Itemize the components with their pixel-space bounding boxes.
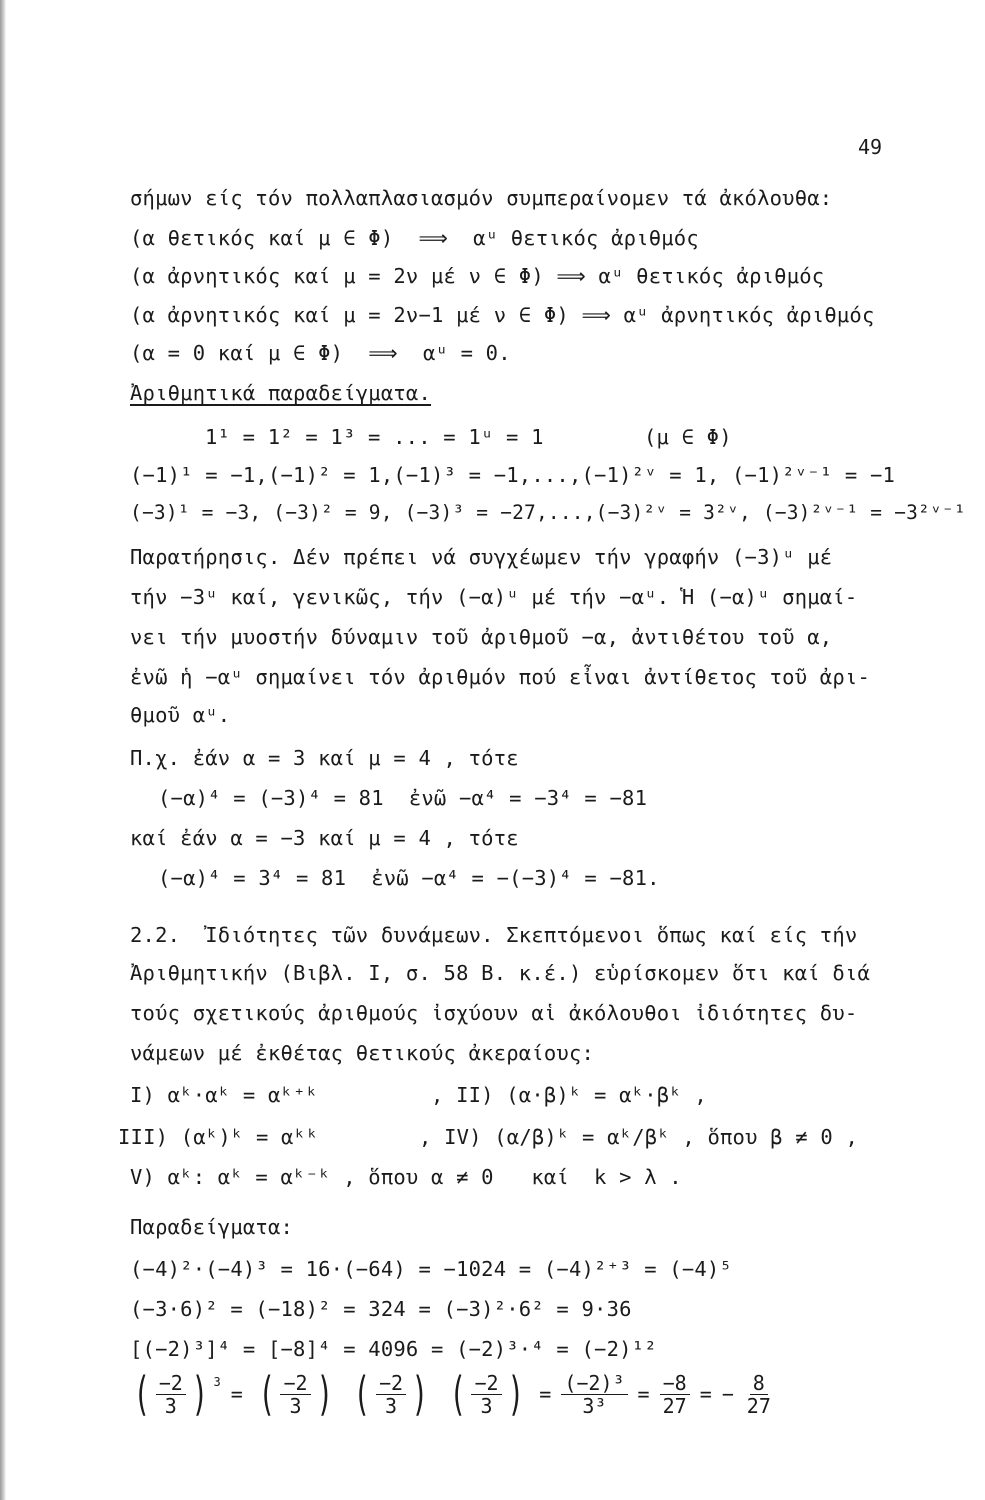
remark-line: Παρατήρησις. Δέν πρέπει νά συγχέωμεν τήν γραφήν (−3)ᵘ μέ [130, 545, 833, 569]
factor-numerator: −2 [471, 1372, 501, 1395]
fraction-example [128, 1364, 774, 1424]
equals-sign: = [637, 1382, 650, 1406]
result-numerator: 8 [750, 1372, 768, 1395]
property-line: III) (αᵏ)ᵏ = αᵏᵏ , IV) (α/β)ᵏ = αᵏ/βᵏ , ὅπου β ≠ 0 , [118, 1125, 858, 1149]
example-line: [(−2)³]⁴ = [−8]⁴ = 4096 = (−2)³·⁴ = (−2)¹² [130, 1337, 657, 1361]
factor-denominator: 3 [385, 1393, 398, 1418]
equals-sign: = [230, 1382, 243, 1406]
example-line: (−α)⁴ = 3⁴ = 81 ἐνῶ −α⁴ = −(−3)⁴ = −81. [158, 866, 660, 890]
result-fraction [744, 1372, 774, 1417]
example-line: (−1)¹ = −1,(−1)² = 1,(−1)³ = −1,...,(−1)²ᵛ = 1, (−1)²ᵛ⁻¹ = −1 [130, 463, 896, 487]
rule-line: (α θετικός καί μ ∈ Φ) ⟹ αᵘ θετικός ἀριθμός [130, 226, 699, 250]
result-numerator: (−2)³ [561, 1372, 627, 1395]
equals-sign: = [539, 1382, 552, 1406]
property-line: I) αᵏ·αᵏ = αᵏ⁺ᵏ , II) (α·β)ᵏ = αᵏ·βᵏ , [130, 1083, 707, 1107]
text-line: σήμων είς τόν πολλαπλασιασμόν συμπεραίνομεν τά ἀκόλουθα: [130, 186, 833, 210]
factor: ( $\frac{-2}{3}$ ) [449, 1367, 524, 1421]
result-numerator: −8 [660, 1372, 690, 1395]
result-fraction [561, 1372, 627, 1417]
rule-line: (α ἀρνητικός καί μ = 2ν−1 μέ ν ∈ Φ) ⟹ αᵘ ἀρνητικός ἀριθμός [130, 303, 875, 327]
text-line: Ἀριθμητικήν (Βιβλ. Ι, σ. 58 Β. κ.έ.) εὑρίσκομεν ὅτι καί διά [130, 961, 870, 985]
lhs-denominator: 3 [164, 1393, 177, 1418]
result-fraction [660, 1372, 690, 1417]
text-line: νάμεων μέ ἐκθέτας θετικούς ἀκεραίους: [130, 1041, 595, 1065]
factor: ( $\frac{-2}{3}$ ) [353, 1367, 429, 1421]
factor: ( $\frac{-2}{3}$ ) [258, 1367, 333, 1421]
text-line: θμοῦ αᵘ. [130, 703, 231, 727]
result-denominator: 3³ [582, 1393, 607, 1418]
example-line: (−α)⁴ = (−3)⁴ = 81 ἐνῶ −α⁴ = −3⁴ = −81 [158, 786, 648, 810]
example-line: 1¹ = 1² = 1³ = ... = 1ᵘ = 1 (μ ∈ Φ) [205, 425, 732, 449]
rule-line: (α = 0 καί μ ∈ Φ) ⟹ αᵘ = 0. [130, 341, 511, 365]
factor-numerator: −2 [376, 1372, 406, 1395]
result-denominator: 27 [746, 1393, 771, 1418]
text-line: νει τήν μυοστήν δύναμιν τοῦ ἀριθμοῦ −α, ἀντιθέτου τοῦ α, [130, 625, 833, 649]
scan-edge [0, 0, 6, 1500]
example-line: (−4)²·(−4)³ = 16·(−64) = −1024 = (−4)²⁺³ = (−4)⁵ [130, 1257, 733, 1281]
lhs-power: ( $\frac{-2}{3}$ ) 3 [133, 1367, 221, 1421]
property-line: V) αᵏ: αᵏ = αᵏ⁻ᵏ , ὅπου α ≠ 0 καί k > λ . [130, 1165, 682, 1189]
lhs-exponent: 3 [213, 1375, 221, 1389]
examples-heading: Παραδείγματα: [130, 1215, 294, 1239]
equals-sign: = [699, 1382, 712, 1406]
page-number: 49 [858, 135, 883, 159]
text-line: τήν −3ᵘ καί, γενικῶς, τήν (−α)ᵘ μέ τήν −αᵘ. Ἡ (−α)ᵘ σημαί- [130, 585, 858, 609]
text-line: τούς σχετικούς ἀριθμούς ἰσχύουν αἱ ἀκόλουθοι ἰδιότητες δυ- [130, 1001, 858, 1025]
section-heading: Ἀριθμητικά παραδείγματα. [130, 381, 432, 405]
section-heading: 2.2. Ἰδιότητες τῶν δυνάμεων. Σκεπτόμενοι ὅπως καί είς τήν [130, 923, 858, 947]
result-denominator: 27 [662, 1393, 687, 1418]
text-line: ἐνῶ ἡ −αᵘ σημαίνει τόν ἀριθμόν πού εἶναι ἀντίθετος τοῦ ἀρι- [130, 665, 870, 689]
factor-denominator: 3 [480, 1393, 493, 1418]
example-line: Π.χ. ἐάν α = 3 καί μ = 4 , τότε [130, 746, 519, 770]
factor-denominator: 3 [289, 1393, 302, 1418]
example-line: (−3·6)² = (−18)² = 324 = (−3)²·6² = 9·36 [130, 1297, 632, 1321]
factor-numerator: −2 [280, 1372, 310, 1395]
minus-sign: − [721, 1382, 734, 1406]
example-line: καί ἐάν α = −3 καί μ = 4 , τότε [130, 826, 519, 850]
example-line: (−3)¹ = −3, (−3)² = 9, (−3)³ = −27,...,(−3)²ᵛ = 3²ᵛ, (−3)²ᵛ⁻¹ = −3²ᵛ⁻¹ [130, 501, 966, 524]
rule-line: (α ἀρνητικός καί μ = 2ν μέ ν ∈ Φ) ⟹ αᵘ θετικός ἀριθμός [130, 264, 825, 288]
lhs-numerator: −2 [156, 1372, 186, 1395]
